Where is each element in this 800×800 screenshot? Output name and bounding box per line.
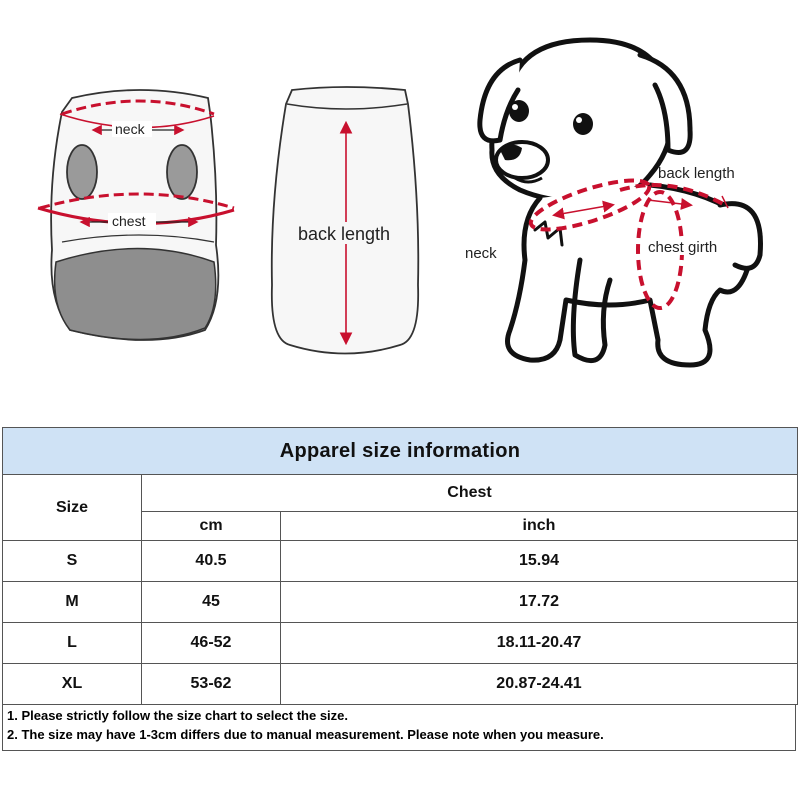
cm-cell: 45 [142, 582, 281, 623]
right-leg-hole [167, 145, 197, 199]
table-row [3, 582, 798, 623]
size-cell: S [3, 541, 142, 582]
front-chest-label: chest [112, 213, 146, 229]
left-leg-hole [67, 145, 97, 199]
size-cell: M [3, 582, 142, 623]
size-notes [2, 704, 796, 751]
table-title: Apparel size information [3, 428, 798, 475]
inch-cell: 18.11-20.47 [281, 623, 798, 664]
garment-front-diagram [38, 90, 234, 340]
size-table [2, 427, 798, 705]
chest-header: Chest [142, 475, 798, 512]
table-row [3, 623, 798, 664]
note-2: 2. The size may have 1-3cm differs due to manual measurement. Please note when you measure. [7, 727, 604, 742]
size-header: Size [3, 475, 142, 541]
dog-back-length-label: back length [658, 165, 735, 182]
cm-cell: 53-62 [142, 664, 281, 705]
garment-back-diagram [272, 87, 419, 354]
dog-left-eye [509, 100, 529, 122]
dog-right-eye [573, 113, 593, 135]
inch-cell: 17.72 [281, 582, 798, 623]
dog-body-outline [508, 185, 753, 365]
size-cell: L [3, 623, 142, 664]
cm-cell: 40.5 [142, 541, 281, 582]
table-row [3, 541, 798, 582]
cm-cell: 46-52 [142, 623, 281, 664]
garment-front-gray-panel [55, 249, 216, 340]
back-length-label: back length [298, 224, 391, 244]
front-neck-label: neck [115, 121, 145, 137]
dog-neck-label: neck [465, 245, 497, 262]
table-row [3, 664, 798, 705]
size-cell: XL [3, 664, 142, 705]
inch-cell: 20.87-24.41 [281, 664, 798, 705]
dog-chest-girth-label: chest girth [648, 239, 718, 256]
inch-header: inch [281, 512, 798, 541]
inch-cell: 15.94 [281, 541, 798, 582]
cm-header: cm [142, 512, 281, 541]
garment-back-outline [272, 87, 419, 354]
note-1: 1. Please strictly follow the size chart to select the size. [7, 708, 349, 723]
